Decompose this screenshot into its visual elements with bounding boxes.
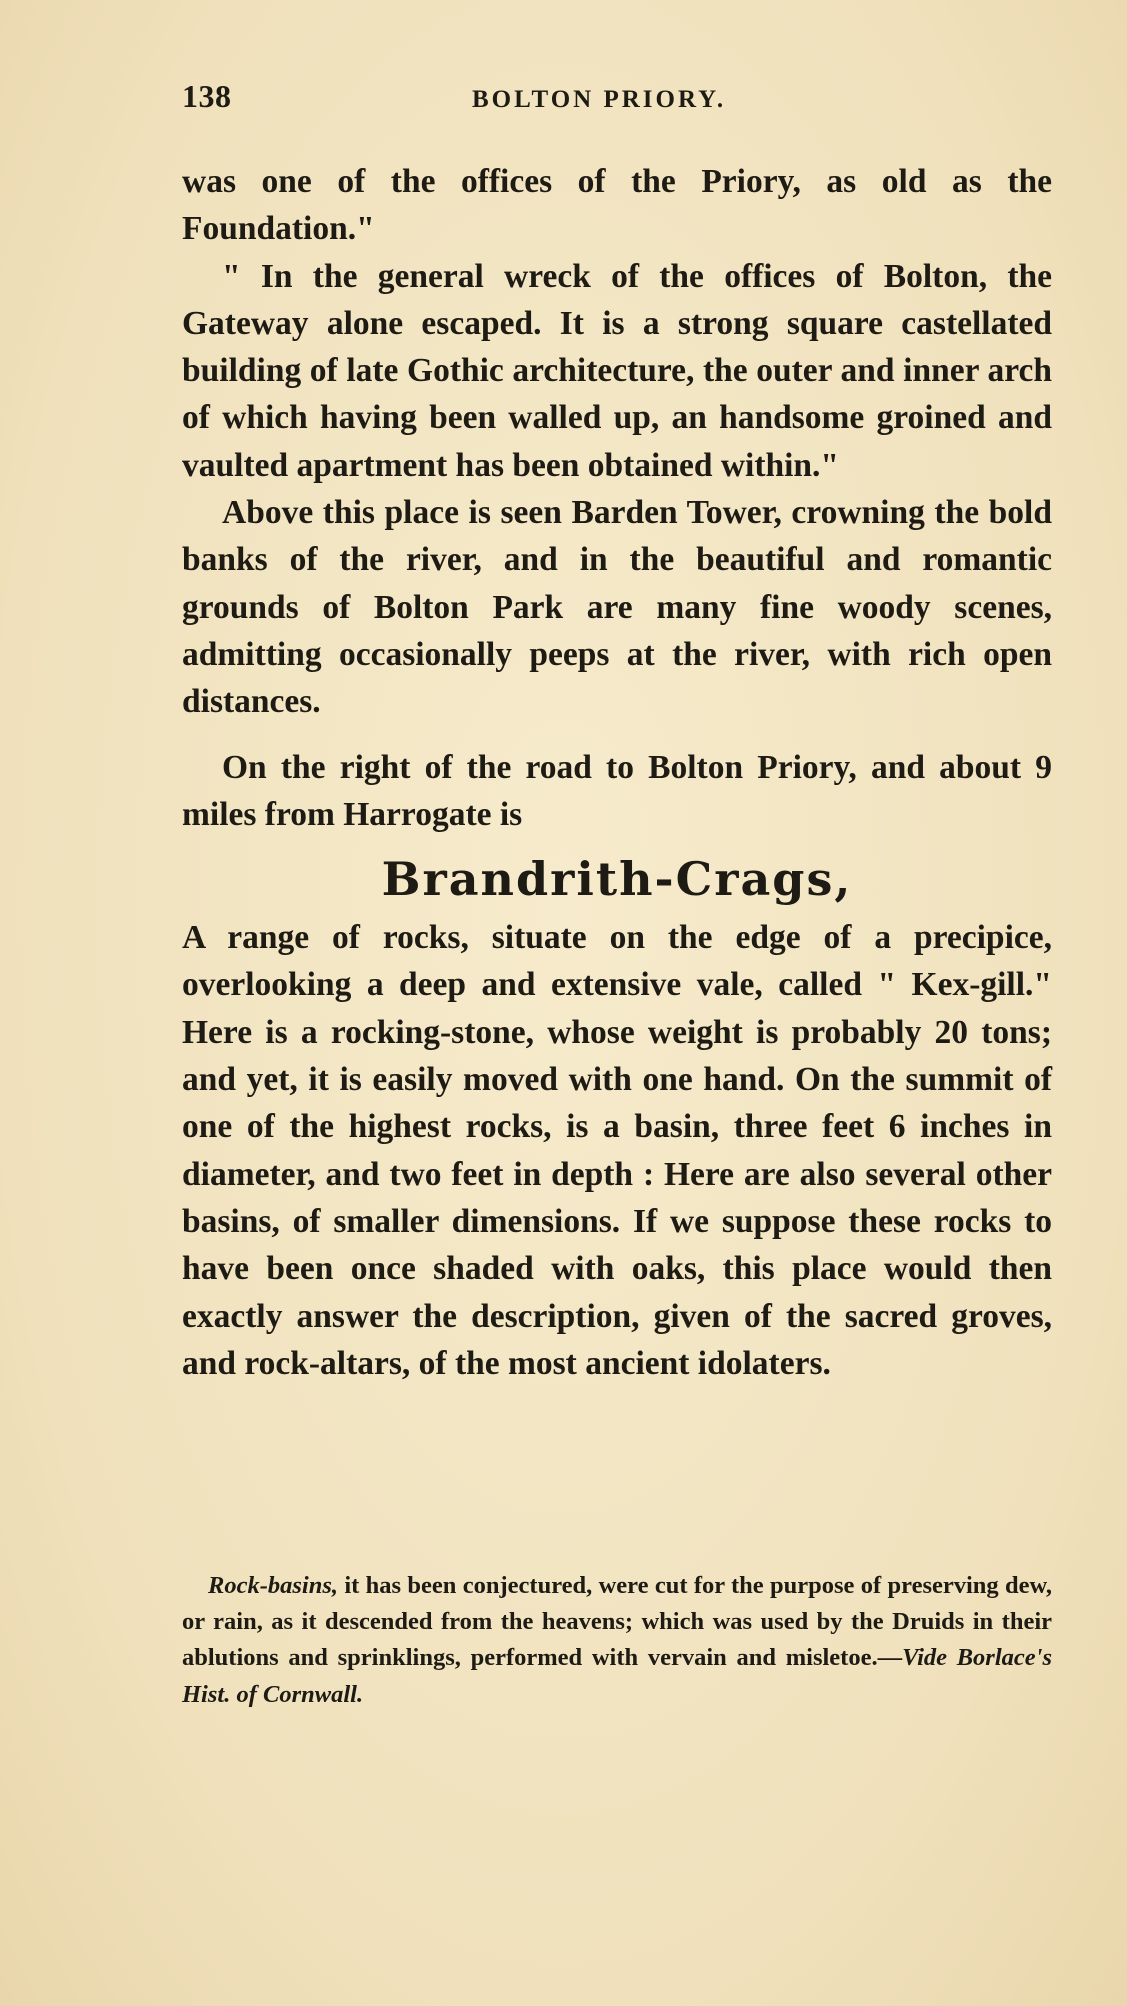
paragraph-gateway: " In the general wreck of the offices of Bolton, the Gateway alone escaped. It is a strong square castellated building of late Gothic architecture, the outer and inner arch of which having been walled up, an handsome groined and vaulted apartment has been obtained within." bbox=[182, 257, 1052, 484]
paragraph-road: On the right of the road to Bolton Priory, and about 9 miles from Harrogate is bbox=[182, 748, 1052, 833]
paragraph-barden-tower: Above this place is seen Barden Tower, crowning the bold banks of the river, and in the beautiful and romantic grounds of Bolton Park are many fine woody scenes, admitting occasionally peeps at the river, with rich open distances. bbox=[182, 494, 1052, 721]
paragraph-rocks: A range of rocks, situate on the edge of a precipice, overlooking a deep and extensive vale, called " Kex-gill." Here is a rocking-stone, whose weight is probably 20 tons; and yet, it is easily moved with one hand. On the summit of one of the highest rocks, is a basin, three feet 6 inches in diameter, and two feet in depth : Here are also several other basins, of smaller dimensions. If we suppose these rocks to have been once shaded with oaks, this place would then exactly answer the description, given of the sacred groves, and rock-altars, of the most ancient idolaters. bbox=[182, 919, 1052, 1382]
page-header bbox=[182, 78, 1052, 118]
footnote-source: Vide Borlace's Hist. of Cornwall. bbox=[182, 1644, 1052, 1708]
page-number: 138 bbox=[182, 78, 232, 114]
footnote-lead: Rock-basins, bbox=[208, 1572, 339, 1599]
paragraph-quote-end: was one of the offices of the Priory, as old as the Foundation." bbox=[182, 163, 1052, 248]
main-text bbox=[182, 158, 1052, 1387]
footnote-text: it has been conjectured, were cut for the purpose of preserving dew, or rain, as it descended from the heavens; which was used by the Druids in their ablutions and sprinklings, performed with vervain and misletoe.— bbox=[182, 1572, 1052, 1672]
place-heading: Brandrith-Crags, bbox=[381, 852, 853, 907]
running-head: BOLTON PRIORY. bbox=[472, 86, 727, 113]
footnote bbox=[182, 1568, 1052, 1713]
